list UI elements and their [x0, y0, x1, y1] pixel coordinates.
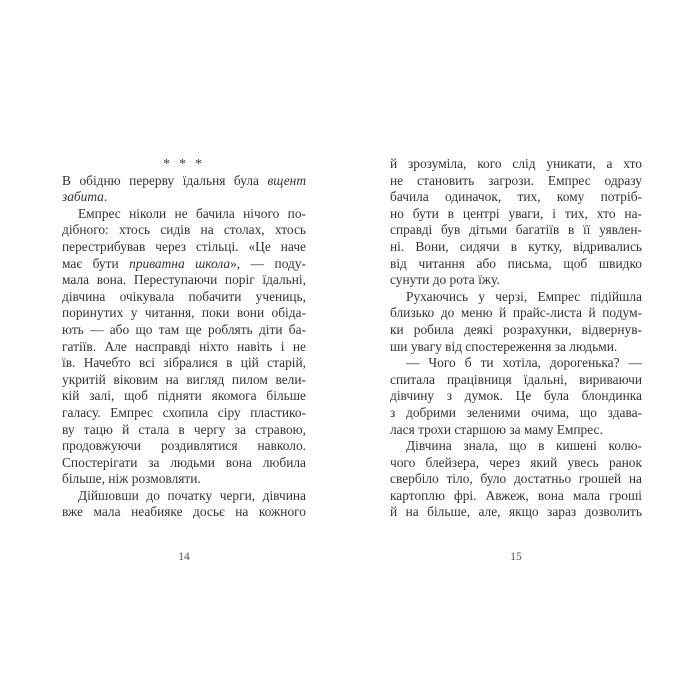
text-line: [62, 504, 306, 521]
text-run: Рухаючись у черзі, Емпрес підійшла: [406, 288, 642, 304]
text-run: свербіло тіло, було достатньо грошей на: [390, 471, 642, 487]
text-line: [62, 438, 306, 455]
text-run: й на більше, але, якщо зараз дозволить: [390, 504, 642, 520]
text-line: [390, 305, 642, 322]
text-line: [390, 156, 642, 173]
text-run: їв. Начебто всі зібралися в цій старій,: [62, 355, 306, 371]
page-lines: [62, 156, 306, 521]
text-line: [62, 206, 306, 223]
text-line: [62, 455, 306, 472]
text-run: й зрозуміла, кого слід уникати, а хто: [390, 156, 642, 171]
text-run: галасу. Емпрес схопила сіру пластико-: [62, 404, 306, 420]
text-line: [390, 222, 642, 239]
text-line: [62, 488, 306, 505]
text-line: [390, 471, 642, 488]
text-run: перестрибував через стільці. «Це наче: [62, 238, 306, 254]
text-run: дівчина очікувала побачити учениць,: [62, 288, 306, 304]
text-line: [62, 355, 306, 372]
text-line: [62, 339, 306, 356]
text-run: бачила одиначок, тих, кому потріб-: [390, 189, 642, 205]
text-line: [62, 405, 306, 422]
text-run: спитала працівниця їдальні, вириваючи: [390, 371, 642, 387]
text-line: [62, 471, 306, 488]
page-number: 14: [178, 551, 190, 564]
text-line: [390, 422, 642, 439]
text-run: не становить загрози. Емпрес одразу: [390, 172, 642, 188]
text-run: вже мала неабияке досьє на кожного: [62, 504, 306, 520]
text-run: .: [103, 189, 108, 205]
text-run: має бути: [62, 255, 130, 271]
text-run: дібного: хтось сидів на столах, хтось: [62, 222, 306, 238]
text-line: [62, 173, 306, 190]
text-run: но бути в центрі уваги, і тих, хто на-: [390, 205, 642, 221]
text-line: [62, 256, 306, 273]
text-run: близько до меню й прайс-листа й подум-: [390, 305, 642, 321]
text-line: [62, 422, 306, 439]
text-line: [62, 189, 306, 206]
text-line: [390, 289, 642, 306]
text-line: [390, 173, 642, 190]
text-line: [390, 272, 642, 289]
text-line: [62, 305, 306, 322]
text-line: [390, 488, 642, 505]
text-line: [62, 372, 306, 389]
text-line: [390, 355, 642, 372]
text-run: ють — або що там ще роблять діти ба-: [62, 321, 306, 337]
text-line: [62, 388, 306, 405]
text-run: справді був дітьми багатіїв в її уявлен-: [390, 222, 642, 238]
text-run: ву тацю й стала в чергу за стравою,: [62, 421, 306, 437]
text-line: [390, 438, 642, 455]
text-run: Спостерігати за людьми вона любила: [62, 454, 306, 470]
text-run: », — поду-: [230, 255, 306, 271]
text-line: [390, 455, 642, 472]
text-run: сунути до рота їжу.: [390, 272, 500, 288]
italic-text-run: приватна школа: [129, 255, 231, 271]
text-run: В обідню перерву їдальня була: [62, 172, 268, 188]
text-run: лася трохи старшою за маму Емпрес.: [390, 421, 603, 437]
text-line: [390, 504, 642, 521]
text-run: від читання або письма, щоб швидко: [390, 255, 642, 271]
text-line: [390, 322, 642, 339]
text-run: кій залі, щоб підняти якомога більше: [62, 388, 306, 404]
text-run: мала вона. Переступаючи поріг їдальні,: [62, 272, 306, 288]
text-run: укритій віковим на вигляд пилом вели-: [62, 371, 306, 387]
text-run: Дійшовши до початку черги, дівчина: [78, 487, 306, 503]
page-right: [390, 156, 642, 563]
text-line: [390, 206, 642, 223]
text-run: — Чого б ти хотіла, дорогенька? —: [406, 355, 642, 371]
text-line: [390, 372, 642, 389]
page-number: 15: [510, 551, 522, 564]
text-line: [390, 405, 642, 422]
text-line: [390, 339, 642, 356]
text-line: [390, 239, 642, 256]
text-run: дівчину з думок. Це була блондинка: [390, 388, 642, 404]
text-run: ки робила деякі розрахунки, відвернув-: [390, 321, 642, 337]
text-line: [390, 256, 642, 273]
section-separator: [62, 156, 306, 173]
text-run: чого блейзера, через який увесь ранок: [390, 454, 642, 470]
text-line: [62, 289, 306, 306]
text-run: * * *: [163, 156, 205, 171]
text-run: з добрими зеленими очима, що здава-: [390, 404, 642, 420]
text-line: [62, 322, 306, 339]
text-run: продовжуючи роздивлятися навколо.: [62, 438, 306, 454]
text-line: [62, 239, 306, 256]
italic-text-run: вщент: [267, 172, 306, 188]
text-line: [390, 388, 642, 405]
page-lines: [390, 156, 642, 521]
text-run: більше, ніж розмовляти.: [62, 471, 201, 487]
text-run: картоплю фрі. Авжеж, вона мала гроші: [390, 487, 642, 503]
text-line: [62, 222, 306, 239]
text-run: ні. Вони, сидячи в кутку, відривались: [390, 238, 642, 254]
text-run: Емпрес ніколи не бачила нічого по-: [78, 205, 306, 221]
text-run: поринутих у читання, поки вони обіда-: [62, 305, 306, 321]
text-run: Дівчина знала, що в кишені колю-: [406, 438, 642, 454]
italic-text-run: забита: [62, 189, 104, 205]
text-line: [390, 189, 642, 206]
text-line: [62, 272, 306, 289]
page-left: [62, 156, 306, 563]
text-run: гатіїв. Але насправді ніхто навіть і не: [62, 338, 306, 354]
text-run: ши увагу від спостереження за людьми.: [390, 338, 618, 354]
